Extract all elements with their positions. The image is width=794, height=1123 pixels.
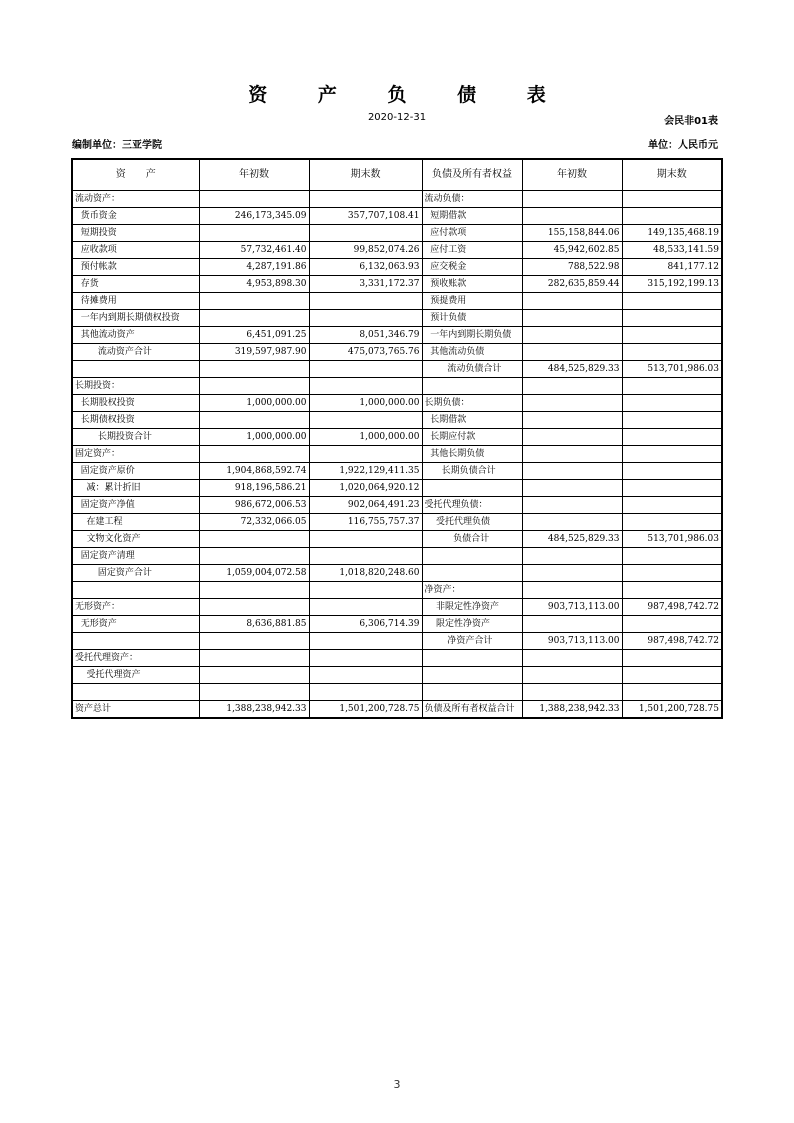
- amount-cell: [199, 446, 309, 463]
- item-label-cell: 文物文化资产: [72, 531, 199, 548]
- amount-cell: [522, 684, 622, 701]
- item-label-cell: 净资产合计: [422, 633, 522, 650]
- amount-cell: 319,597,987.90: [199, 344, 309, 361]
- amount-cell: [199, 293, 309, 310]
- item-label-cell: [72, 633, 199, 650]
- amount-cell: [522, 395, 622, 412]
- table-row: [72, 191, 722, 208]
- amount-cell: 841,177.12: [622, 259, 722, 276]
- amount-cell: [522, 514, 622, 531]
- item-label-cell: 短期借款: [422, 208, 522, 225]
- item-label-cell: [422, 650, 522, 667]
- amount-cell: 475,073,765.76: [309, 344, 422, 361]
- item-label-cell: 流动负债合计: [422, 361, 522, 378]
- item-label-cell: 在建工程: [72, 514, 199, 531]
- amount-cell: 788,522.98: [522, 259, 622, 276]
- amount-cell: 57,732,461.40: [199, 242, 309, 259]
- amount-cell: [522, 463, 622, 480]
- item-label-cell: 长期借款: [422, 412, 522, 429]
- amount-cell: [522, 429, 622, 446]
- amount-cell: 1,388,238,942.33: [199, 701, 309, 719]
- amount-cell: [622, 412, 722, 429]
- amount-cell: 155,158,844.06: [522, 225, 622, 242]
- amount-cell: [199, 599, 309, 616]
- table-row: [72, 208, 722, 225]
- amount-cell: [622, 293, 722, 310]
- amount-cell: 987,498,742.72: [622, 599, 722, 616]
- amount-cell: 1,922,129,411.35: [309, 463, 422, 480]
- item-label-cell: 长期应付款: [422, 429, 522, 446]
- amount-cell: [522, 191, 622, 208]
- item-label-cell: 短期投资: [72, 225, 199, 242]
- amount-cell: [309, 310, 422, 327]
- item-label-cell: 长期投资：: [72, 378, 199, 395]
- item-label-cell: 长期投资合计: [72, 429, 199, 446]
- amount-cell: 1,000,000.00: [309, 429, 422, 446]
- amount-cell: [522, 293, 622, 310]
- table-row: [72, 565, 722, 582]
- item-label-cell: 固定资产净值: [72, 497, 199, 514]
- amount-cell: 1,501,200,728.75: [622, 701, 722, 719]
- table-row: [72, 650, 722, 667]
- item-label-cell: 减：累计折旧: [72, 480, 199, 497]
- amount-cell: [309, 650, 422, 667]
- table-header-row: [72, 159, 722, 191]
- item-label-cell: [422, 667, 522, 684]
- amount-cell: [622, 497, 722, 514]
- item-label-cell: 非限定性净资产: [422, 599, 522, 616]
- amount-cell: [522, 650, 622, 667]
- table-row: [72, 480, 722, 497]
- item-label-cell: 无形资产: [72, 616, 199, 633]
- amount-cell: [309, 225, 422, 242]
- column-header: 期末数: [622, 159, 722, 191]
- column-header: 年初数: [199, 159, 309, 191]
- amount-cell: [309, 582, 422, 599]
- amount-cell: 1,059,004,072.58: [199, 565, 309, 582]
- amount-cell: 484,525,829.33: [522, 531, 622, 548]
- amount-cell: [622, 446, 722, 463]
- amount-cell: 48,533,141.59: [622, 242, 722, 259]
- item-label-cell: 其他流动负债: [422, 344, 522, 361]
- item-label-cell: 一年内到期长期债权投资: [72, 310, 199, 327]
- amount-cell: 918,196,586.21: [199, 480, 309, 497]
- table-row: [72, 582, 722, 599]
- table-row: [72, 412, 722, 429]
- amount-cell: [622, 582, 722, 599]
- amount-cell: [522, 310, 622, 327]
- item-label-cell: 应收款项: [72, 242, 199, 259]
- amount-cell: [199, 548, 309, 565]
- amount-cell: [522, 208, 622, 225]
- amount-cell: 1,388,238,942.33: [522, 701, 622, 719]
- amount-cell: [522, 480, 622, 497]
- amount-cell: 246,173,345.09: [199, 208, 309, 225]
- amount-cell: 1,904,868,592.74: [199, 463, 309, 480]
- amount-cell: 1,000,000.00: [199, 395, 309, 412]
- amount-cell: 903,713,113.00: [522, 633, 622, 650]
- item-label-cell: 预付帐款: [72, 259, 199, 276]
- amount-cell: 72,332,066.05: [199, 514, 309, 531]
- item-label-cell: 流动资产合计: [72, 344, 199, 361]
- item-label-cell: 净资产：: [422, 582, 522, 599]
- item-label-cell: 待摊费用: [72, 293, 199, 310]
- table-row: [72, 378, 722, 395]
- amount-cell: 1,501,200,728.75: [309, 701, 422, 719]
- table-body: [72, 191, 722, 719]
- table-row: [72, 667, 722, 684]
- amount-cell: [622, 378, 722, 395]
- amount-cell: [199, 361, 309, 378]
- amount-cell: [309, 599, 422, 616]
- item-label-cell: 固定资产合计: [72, 565, 199, 582]
- table-row: [72, 276, 722, 293]
- amount-cell: [522, 548, 622, 565]
- amount-cell: [522, 412, 622, 429]
- table-row: [72, 361, 722, 378]
- item-label-cell: 限定性净资产: [422, 616, 522, 633]
- item-label-cell: 固定资产原价: [72, 463, 199, 480]
- item-label-cell: 应付款项: [422, 225, 522, 242]
- amount-cell: 1,020,064,920.12: [309, 480, 422, 497]
- amount-cell: [309, 633, 422, 650]
- page-number: 3: [393, 1078, 401, 1091]
- page-title: 资 产 负 债 表: [248, 84, 568, 106]
- amount-cell: [522, 582, 622, 599]
- amount-cell: [622, 395, 722, 412]
- amount-cell: 6,306,714.39: [309, 616, 422, 633]
- item-label-cell: 一年内到期长期负债: [422, 327, 522, 344]
- item-label-cell: 其他流动资产: [72, 327, 199, 344]
- item-label-cell: 存货: [72, 276, 199, 293]
- item-label-cell: 长期负债合计: [422, 463, 522, 480]
- item-label-cell: 预收账款: [422, 276, 522, 293]
- amount-cell: [199, 378, 309, 395]
- amount-cell: 987,498,742.72: [622, 633, 722, 650]
- table-row: [72, 514, 722, 531]
- item-label-cell: [422, 378, 522, 395]
- amount-cell: [199, 633, 309, 650]
- amount-cell: 357,707,108.41: [309, 208, 422, 225]
- amount-cell: 484,525,829.33: [522, 361, 622, 378]
- amount-cell: [309, 684, 422, 701]
- table-row: [72, 701, 722, 719]
- table-row: [72, 242, 722, 259]
- amount-cell: 4,953,898.30: [199, 276, 309, 293]
- table-row: [72, 395, 722, 412]
- item-label-cell: [72, 684, 199, 701]
- amount-cell: [199, 531, 309, 548]
- item-label-cell: 受托代理负债：: [422, 497, 522, 514]
- form-number: 会民非01表: [664, 116, 718, 127]
- organization: 编制单位：三亚学院: [72, 140, 162, 151]
- amount-cell: 8,051,346.79: [309, 327, 422, 344]
- amount-cell: 1,000,000.00: [199, 429, 309, 446]
- amount-cell: [622, 327, 722, 344]
- amount-cell: [309, 531, 422, 548]
- amount-cell: [199, 310, 309, 327]
- amount-cell: 4,287,191.86: [199, 259, 309, 276]
- amount-cell: [622, 310, 722, 327]
- amount-cell: 3,331,172.37: [309, 276, 422, 293]
- amount-cell: 116,755,757.37: [309, 514, 422, 531]
- column-header: 年初数: [522, 159, 622, 191]
- table-row: [72, 599, 722, 616]
- column-header: 期末数: [309, 159, 422, 191]
- amount-cell: 1,018,820,248.60: [309, 565, 422, 582]
- item-label-cell: 货币资金: [72, 208, 199, 225]
- amount-cell: [622, 344, 722, 361]
- amount-cell: 8,636,881.85: [199, 616, 309, 633]
- amount-cell: [522, 344, 622, 361]
- amount-cell: [622, 514, 722, 531]
- amount-cell: [199, 582, 309, 599]
- item-label-cell: 受托代理资产: [72, 667, 199, 684]
- amount-cell: [522, 378, 622, 395]
- item-label-cell: 预计负债: [422, 310, 522, 327]
- table-row: [72, 225, 722, 242]
- item-label-cell: 无形资产：: [72, 599, 199, 616]
- table-row: [72, 684, 722, 701]
- amount-cell: [309, 378, 422, 395]
- amount-cell: 6,451,091.25: [199, 327, 309, 344]
- amount-cell: 149,135,468.19: [622, 225, 722, 242]
- item-label-cell: 应交税金: [422, 259, 522, 276]
- amount-cell: [199, 225, 309, 242]
- amount-cell: [622, 480, 722, 497]
- item-label-cell: 预提费用: [422, 293, 522, 310]
- table-row: [72, 463, 722, 480]
- item-label-cell: 流动资产：: [72, 191, 199, 208]
- amount-cell: 986,672,006.53: [199, 497, 309, 514]
- amount-cell: [199, 667, 309, 684]
- item-label-cell: [422, 480, 522, 497]
- amount-cell: [522, 327, 622, 344]
- amount-cell: [309, 191, 422, 208]
- amount-cell: 513,701,986.03: [622, 531, 722, 548]
- currency-unit: 单位：人民币元: [648, 140, 718, 151]
- item-label-cell: 其他长期负债: [422, 446, 522, 463]
- item-label-cell: 固定资产清理: [72, 548, 199, 565]
- amount-cell: 903,713,113.00: [522, 599, 622, 616]
- amount-cell: [622, 208, 722, 225]
- table-row: [72, 293, 722, 310]
- report-date: 2020-12-31: [367, 112, 427, 123]
- item-label-cell: 资产总计: [72, 701, 199, 719]
- item-label-cell: 负债及所有者权益合计: [422, 701, 522, 719]
- item-label-cell: [72, 582, 199, 599]
- amount-cell: [309, 361, 422, 378]
- amount-cell: [622, 191, 722, 208]
- amount-cell: [199, 191, 309, 208]
- amount-cell: [309, 293, 422, 310]
- amount-cell: [622, 463, 722, 480]
- amount-cell: [522, 446, 622, 463]
- item-label-cell: 长期负债：: [422, 395, 522, 412]
- balance-sheet-table: [71, 158, 723, 719]
- amount-cell: [522, 497, 622, 514]
- item-label-cell: 受托代理资产：: [72, 650, 199, 667]
- column-header: 资 产: [72, 159, 199, 191]
- item-label-cell: 流动负债：: [422, 191, 522, 208]
- item-label-cell: 负债合计: [422, 531, 522, 548]
- table-row: [72, 633, 722, 650]
- table-row: [72, 344, 722, 361]
- amount-cell: [309, 446, 422, 463]
- item-label-cell: 长期债权投资: [72, 412, 199, 429]
- amount-cell: [622, 429, 722, 446]
- amount-cell: 99,852,074.26: [309, 242, 422, 259]
- amount-cell: 1,000,000.00: [309, 395, 422, 412]
- amount-cell: [309, 548, 422, 565]
- table-row: [72, 310, 722, 327]
- amount-cell: 902,064,491.23: [309, 497, 422, 514]
- amount-cell: [199, 650, 309, 667]
- table-row: [72, 327, 722, 344]
- item-label-cell: 固定资产：: [72, 446, 199, 463]
- amount-cell: [622, 667, 722, 684]
- item-label-cell: 应付工资: [422, 242, 522, 259]
- table-row: [72, 446, 722, 463]
- amount-cell: 315,192,199.13: [622, 276, 722, 293]
- amount-cell: 513,701,986.03: [622, 361, 722, 378]
- amount-cell: [522, 565, 622, 582]
- amount-cell: [309, 667, 422, 684]
- item-label-cell: [72, 361, 199, 378]
- amount-cell: [622, 565, 722, 582]
- amount-cell: [622, 548, 722, 565]
- table-row: [72, 548, 722, 565]
- item-label-cell: [422, 548, 522, 565]
- item-label-cell: [422, 684, 522, 701]
- column-header: 负债及所有者权益: [422, 159, 522, 191]
- table-row: [72, 429, 722, 446]
- amount-cell: 6,132,063.93: [309, 259, 422, 276]
- amount-cell: [309, 412, 422, 429]
- table-row: [72, 531, 722, 548]
- table-row: [72, 259, 722, 276]
- table-row: [72, 616, 722, 633]
- amount-cell: [199, 412, 309, 429]
- table-row: [72, 497, 722, 514]
- amount-cell: [622, 616, 722, 633]
- item-label-cell: [422, 565, 522, 582]
- amount-cell: [522, 616, 622, 633]
- amount-cell: [622, 650, 722, 667]
- amount-cell: [622, 684, 722, 701]
- amount-cell: 45,942,602.85: [522, 242, 622, 259]
- item-label-cell: 长期股权投资: [72, 395, 199, 412]
- item-label-cell: 受托代理负债: [422, 514, 522, 531]
- amount-cell: [199, 684, 309, 701]
- amount-cell: 282,635,859.44: [522, 276, 622, 293]
- amount-cell: [522, 667, 622, 684]
